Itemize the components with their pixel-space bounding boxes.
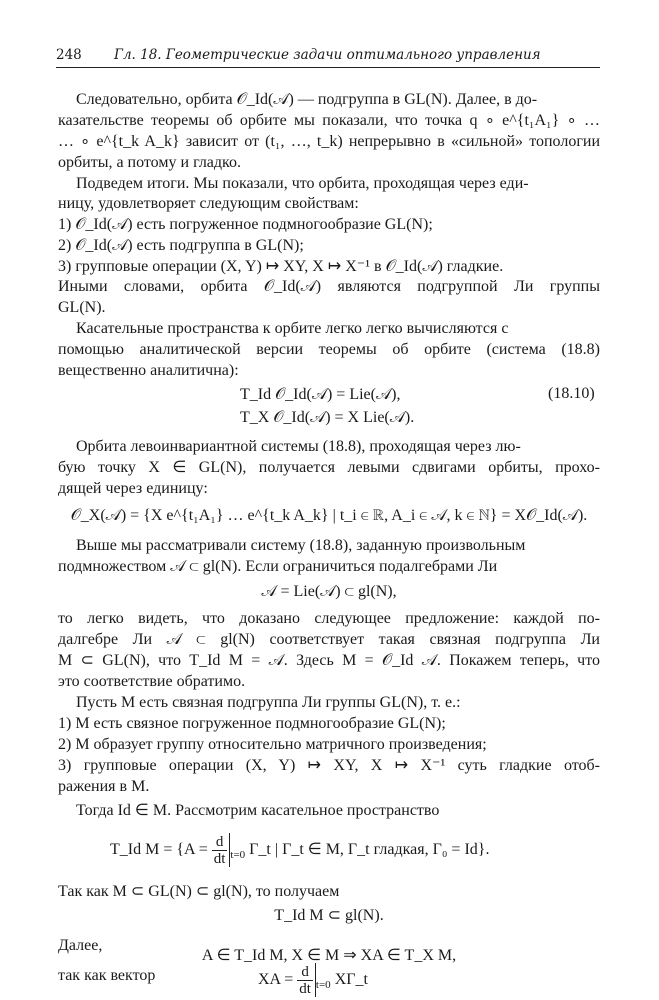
derivative-fraction <box>212 834 228 867</box>
text-line: орбиты, а потому и гладко. <box>58 154 241 171</box>
text-line: GL(N). <box>58 299 106 316</box>
text-line: Далее, <box>58 937 103 954</box>
text-line: Тогда Id ∈ M. Рассмотрим касательное пространство <box>76 802 440 819</box>
text-line: Орбита левоинвариантной системы (18.8), проходящая через лю- <box>76 438 521 455</box>
equation-line: 𝒜 = Lie(𝒜) ⊂ gl(N), <box>261 583 397 600</box>
text-line: ницу, удовлетворяет следующим свойствам: <box>58 195 359 212</box>
text-line: вещественно аналитична): <box>58 362 239 379</box>
list-item: 3) групповые операции (X, Y) ↦ XY, X ↦ X⁻¹ суть гладкие отоб- <box>58 757 600 774</box>
text-line: казательстве теоремы об орбите мы показали, что точка q ∘ e^{t₁A₁} ∘ … <box>58 112 600 129</box>
text-line: это соответствие обратимо. <box>58 673 246 690</box>
text-line: ражения в M. <box>58 778 150 795</box>
frac-num: d <box>212 834 228 851</box>
eq-part: T_Id M = {A = <box>110 841 208 858</box>
text-line: Касательные пространства к орбите легко легко вычисляются с <box>76 320 509 337</box>
text-line: Подведем итоги. Мы показали, что орбита, проходящая через еди- <box>76 175 529 192</box>
text-line: дящей через единицу: <box>58 480 208 497</box>
running-header <box>56 47 600 68</box>
list-item: 3) групповые операции (X, Y) ↦ XY, X ↦ X⁻¹ в 𝒪_Id(𝒜) гладкие. <box>58 258 504 275</box>
eq-part: XA = <box>258 971 294 988</box>
text-line: M ⊂ GL(N), что T_Id M = 𝒜. Здесь M = 𝒪_Id 𝒜. Покажем теперь, что <box>58 652 600 669</box>
frac-den: dt <box>299 980 311 997</box>
eq-part: Γ_t | Γ_t ∈ M, Γ_t гладкая, Γ₀ = Id}. <box>249 841 490 858</box>
text-line: … ∘ e^{t_k A_k} зависит от (t₁, …, t_k) непрерывно в «сильной» топологии <box>58 133 600 150</box>
equation-tangent-space <box>110 832 489 868</box>
list-item: 2) M образует группу относительно матричного произведения; <box>58 736 487 753</box>
text-line: то легко видеть, что доказано следующее предложение: каждой по- <box>58 610 600 627</box>
frac-den: dt <box>213 850 226 867</box>
text-line: подмножеством 𝒜 ⊂ gl(N). Если ограничиться подалгебрами Ли <box>58 558 498 575</box>
equation-line: 𝒪_X(𝒜) = {X e^{t₁A₁} … e^{t_k A_k} | t_i ∈ ℝ, A_i ∈ 𝒜, k ∈ ℕ} = X𝒪_Id(𝒜). <box>70 507 588 524</box>
derivative-fraction <box>297 964 313 997</box>
equation-xa <box>258 962 368 998</box>
text-line: далгебре Ли 𝒜 ⊂ gl(N) соответствует такая связная подгруппа Ли <box>58 631 600 648</box>
equation-line: T_X 𝒪_Id(𝒜) = X Lie(𝒜). <box>240 409 415 426</box>
equation-line: T_Id M ⊂ gl(N). <box>274 907 384 924</box>
frac-num: d <box>297 964 313 981</box>
equation-line: A ∈ T_Id M, X ∈ M ⇒ XA ∈ T_X M, <box>201 947 457 964</box>
running-title: Гл. 18. Геометрические задачи оптимального управления <box>114 47 541 63</box>
text-line: Выше мы рассматривали систему (18.8), заданную произвольным <box>76 537 526 554</box>
list-item: 1) 𝒪_Id(𝒜) есть погруженное подмногообразие GL(N); <box>58 216 433 233</box>
eval-sub: t=0 <box>230 849 246 862</box>
text-line: Иными словами, орбита 𝒪_Id(𝒜) являются подгруппой Ли группы <box>58 278 600 295</box>
text-line: так как вектор <box>58 967 156 984</box>
text-line: Так как M ⊂ GL(N) ⊂ gl(N), то получаем <box>58 883 340 900</box>
eq-part: XΓ_t <box>334 971 368 988</box>
text-line: Пусть M есть связная подгруппа Ли группы GL(N), т. е.: <box>76 694 461 711</box>
page-number: 248 <box>56 47 82 63</box>
list-item: 1) M есть связное погруженное подмногообразие GL(N); <box>58 715 446 732</box>
eval-sub: t=0 <box>315 979 331 992</box>
text-line: помощью аналитической версии теоремы об орбите (система (18.8) <box>58 341 600 358</box>
equation-line: T_Id 𝒪_Id(𝒜) = Lie(𝒜), <box>240 386 401 403</box>
text-line: бую точку X ∈ GL(N), получается левыми сдвигами орбиты, прохо- <box>58 459 600 476</box>
list-item: 2) 𝒪_Id(𝒜) есть подгруппа в GL(N); <box>58 237 304 254</box>
text-line: Следовательно, орбита 𝒪_Id(𝒜) — подгруппа в GL(N). Далее, в до- <box>76 91 538 108</box>
equation-number: (18.10) <box>548 385 595 402</box>
